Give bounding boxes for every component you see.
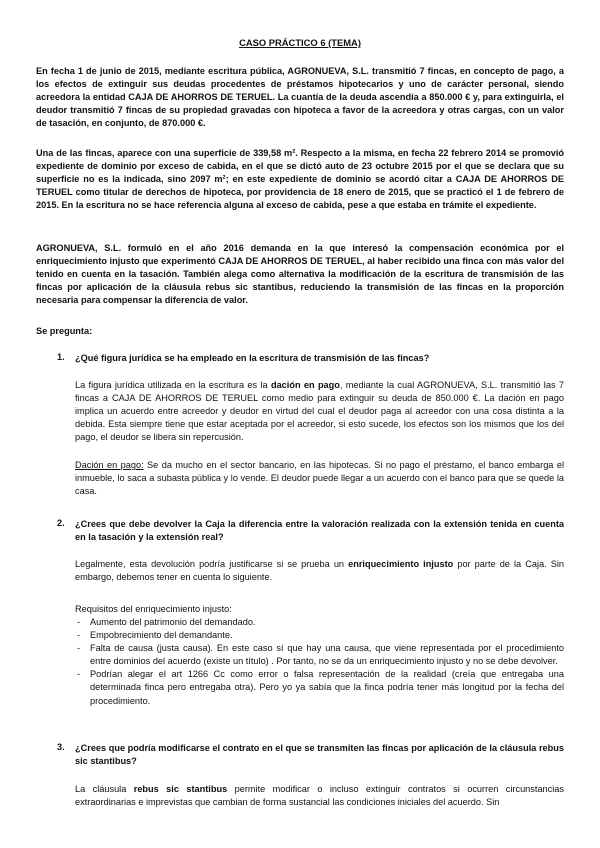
- question-3-answer-1: [75, 783, 564, 809]
- bullet-dash: -: [77, 617, 81, 627]
- paragraph-1: En fecha 1 de junio de 2015, mediante escritura pública, AGRONUEVA, S.L. transmitió 7 fincas, en concepto de pago, a los efectos de extinguir sus deudas procedentes de préstamos hipotecarios y uno de carácter personal, siendo acreedora la entidad CAJA DE AHORROS DE TERUEL. La cuantía de la deuda ascendía a 850.000 € y, para extinguirla, el deudor transmitió 7 fincas de su propiedad gravadas con hipoteca a favor de la acreedora y otras cargas, con un valor de tasación, en conjunto, de 870.000 €.: [36, 66, 564, 129]
- answer-text: por parte de la Caja. Sin embargo, debemos tener en cuenta lo siguiente.: [75, 559, 565, 583]
- answer-text: permite modificar o incluso extinguir contratos si ocurren circunstancias extraordinarias e imprevistas que cambian de forma sustancial las condiciones iniciales del acuerdo. Sin: [75, 784, 564, 808]
- question-2-text: ¿Crees que debe devolver la Caja la diferencia entre la valoración realizada con la extensión tenida en cuenta en la tasación y la extensión real?: [75, 519, 564, 543]
- list-item-text: Empobrecimiento del demandante.: [90, 630, 233, 641]
- question-3-number: 3.: [57, 742, 65, 752]
- bullet-dash: -: [77, 630, 81, 641]
- list-item: [75, 629, 564, 642]
- requirements-title: Requisitos del enriquecimiento injusto:: [75, 604, 232, 614]
- answer-text: , mediante la cual AGRONUEVA, S.L. transmitió las 7 fincas a CAJA DE AHORROS DE TERUEL como medio para extinguir su deuda de 850.000 €. La dación en pago implica un acuerdo entre acreedor y deudor en virtud del cual el deudor paga al acreedor con una cosa distinta a la debida. Esta siempre tiene que estar aceptada por el acreedor, si esto sucede, los efectos son los mismos que los del pago, el deudor se libera sin repercusión.: [75, 380, 564, 443]
- question-2-number: 2.: [57, 518, 65, 528]
- list-item: [75, 616, 564, 629]
- answer-text: Legalmente, esta devolución podría justificarse si se prueba un: [75, 559, 349, 569]
- question-2-answer-1: [75, 558, 564, 584]
- document-title: CASO PRÁCTICO 6 (TEMA): [239, 37, 361, 48]
- paragraph-3: AGRONUEVA, S.L. formuló en el año 2016 demanda en la que interesó la compensación económica por el enriquecimiento injusto que experimentó CAJA DE AHORROS DE TERUEL, al haber recibido una finca con más valor del tenido en cuenta en la tasación. También alega como alternativa la modificación de la escritura de transmisión de las fincas por aplicación de la cláusula rebus sic stantibus, reduciendo la transmisión de las fincas en la proporción necesaria para compensar la diferencia de valor.: [36, 243, 564, 306]
- question-1-number: 1.: [57, 352, 65, 362]
- list-item-text: Aumento del patrimonio del demandado.: [90, 617, 256, 627]
- list-item-text: Falta de causa (justa causa). En este caso sí que hay una causa, que viene representada por el procedimiento entre dominios del acuerdo (existe un título) . Por tanto, no se da un enriquecimiento injusto y no se debe devolver.: [90, 643, 564, 667]
- bullet-dash: -: [77, 643, 81, 654]
- list-item-text: Podrían alegar el art 1266 Cc como error o falsa representación de la realidad (creía que entregaba una determinada finca pero entregaba otra). Pero yo ya sabía que la finca podría tener más longitud por la fecha del procedimiento.: [90, 669, 564, 706]
- question-1-answer-1: [75, 379, 564, 444]
- answer-bold-term: rebus sic stantibus: [133, 784, 228, 794]
- answer-text: Se da mucho en el sector bancario, en las hipotecas. Si no pago el préstamo, el banco embarga el inmueble, lo saca a subasta pública y lo vende. El deudor puede llegar a un acuerdo con el banco para que se quede la casa.: [75, 460, 564, 497]
- list-item: [75, 668, 564, 707]
- list-item: [75, 642, 564, 668]
- answer-text: La figura jurídica utilizada en la escritura es la: [75, 380, 271, 390]
- question-3-text: ¿Crees que podría modificarse el contrato en el que se transmiten las fincas por aplicación de la cláusula rebus sic stantibus?: [75, 743, 564, 767]
- answer-bold-term: enriquecimiento injusto: [348, 559, 454, 569]
- paragraph-2: Una de las fincas, aparece con una superficie de 339,58 m². Respecto a la misma, en fecha 22 febrero 2014 se promovió expediente de dominio por exceso de cabida, en el que se dictó auto de 23 octubre 2015 por el que se declara que su superficie no es la indicada, sino 2097 m²; en este expediente de dominio se acordó citar a CAJA DE AHORROS DE TERUEL como titular de derechos de hipoteca, por providencia de 18 enero de 2015, que se practicó el 1 de febrero de 2015. En la escritura no se hace referencia alguna al exceso de cabida, pese a que estaba en trámite el expediente.: [36, 148, 564, 211]
- se-pregunta-label: Se pregunta:: [36, 326, 93, 336]
- answer-bold-term: dación en pago: [270, 380, 340, 390]
- question-1-answer-2: [75, 459, 564, 498]
- bullet-dash: -: [77, 669, 81, 680]
- requirements-list: [75, 616, 564, 708]
- answer-underlined-term: Dación en pago:: [75, 460, 144, 470]
- question-1-text: ¿Qué figura jurídica se ha empleado en la escritura de transmisión de las fincas?: [75, 353, 430, 363]
- answer-text: La cláusula: [75, 784, 134, 794]
